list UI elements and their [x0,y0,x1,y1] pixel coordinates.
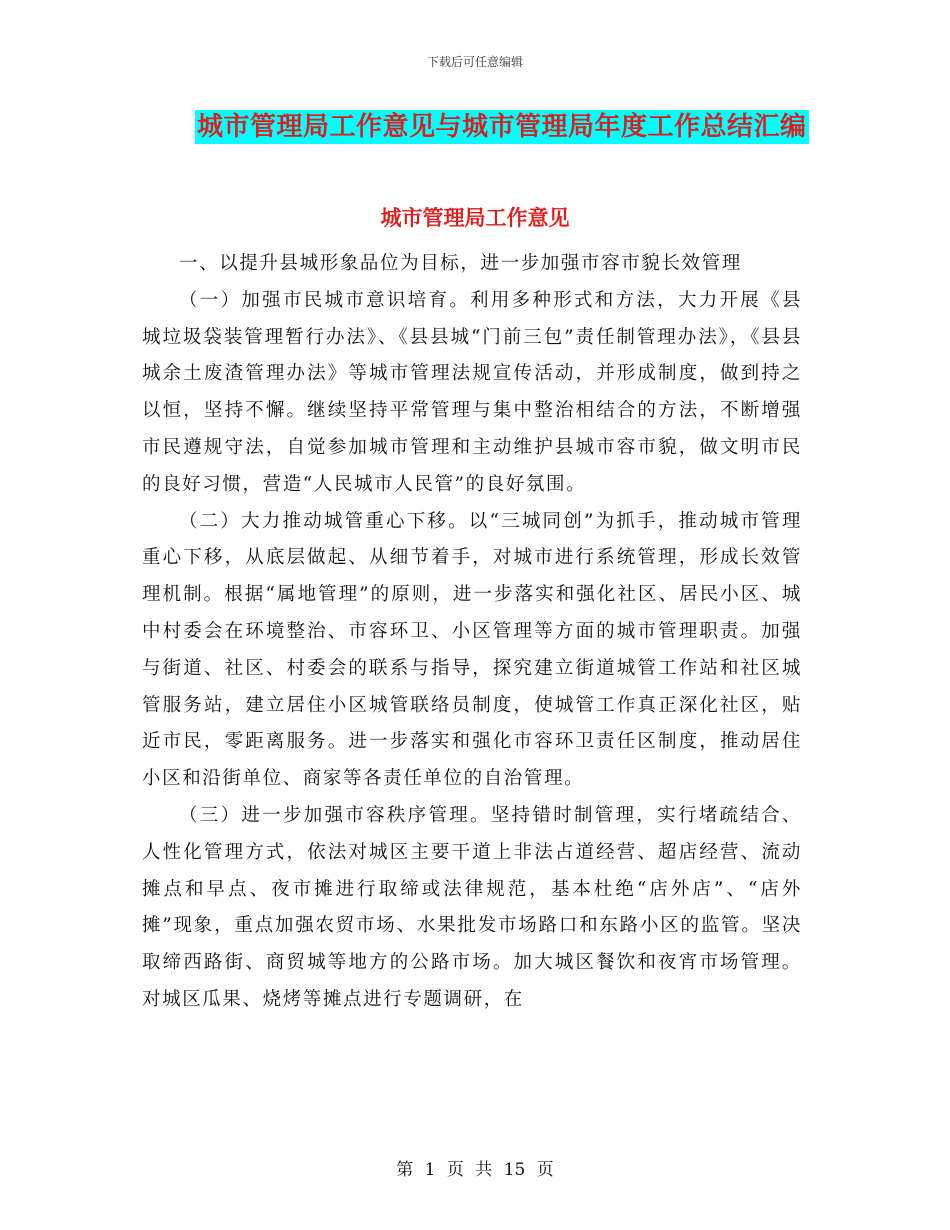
page-header-note: 下载后可任意编辑 [426,55,523,69]
section-title: 城市管理局工作意见 [380,206,570,230]
paragraph-1: （一）加强市民城市意识培育。利用多种形式和方法，大力开展《县城垃圾袋装管理暂行办法》、《县县城“门前三包”责任制管理办法》，《县县城余土废渣管理办法》等城市管理法规宣传活动，并形成制度，做到持之以恒，坚持不懈。继续坚持平常管理与集中整治相结合的方法，不断增强市民遵规守法，自觉参加城市管理和主动维护县城市容市貌，做文明市民的良好习惯，营造“人民城市人民管”的良好氛围。 [142,289,802,495]
document-body [142,246,802,1019]
document-title: 城市管理局工作意见与城市管理局年度工作总结汇编 [197,112,807,142]
paragraph-2: （二）大力推动城管重心下移。以“三城同创”为抓手，推动城市管理重心下移，从底层做起、从细节着手，对城市进行系统管理，形成长效管理机制。根据“属地管理”的原则，进一步落实和强化社区、居民小区、城中村委会在环境整治、市容环卫、小区管理等方面的城市管理职责。加强与街道、社区、村委会的联系与指导，探究建立街道城管工作站和社区城管服务站，建立居住小区城管联络员制度，使城管工作真正深化社区，贴近市民，零距离服务。进一步落实和强化市容环卫责任区制度，推动居住小区和沿街单位、商家等各责任单位的自治管理。 [142,510,802,790]
page-number: 第 1 页 共 15 页 [396,1160,554,1180]
paragraph-3: （三）进一步加强市容秩序管理。坚持错时制管理，实行堵疏结合、人性化管理方式，依法对城区主要干道上非法占道经营、超店经营、流动摊点和早点、夜市摊进行取缔或法律规范，基本杜绝“店外店”、“店外摊”现象，重点加强农贸市场、水果批发市场路口和东路小区的监管。坚决取缔西路街、商贸城等地方的公路市场。加大城区餐饮和夜宵市场管理。对城区瓜果、烧烤等摊点进行专题调研，在 [142,804,802,1010]
paragraph-heading-1: 一、以提升县城形象品位为目标，进一步加强市容市貌长效管理 [179,253,742,274]
